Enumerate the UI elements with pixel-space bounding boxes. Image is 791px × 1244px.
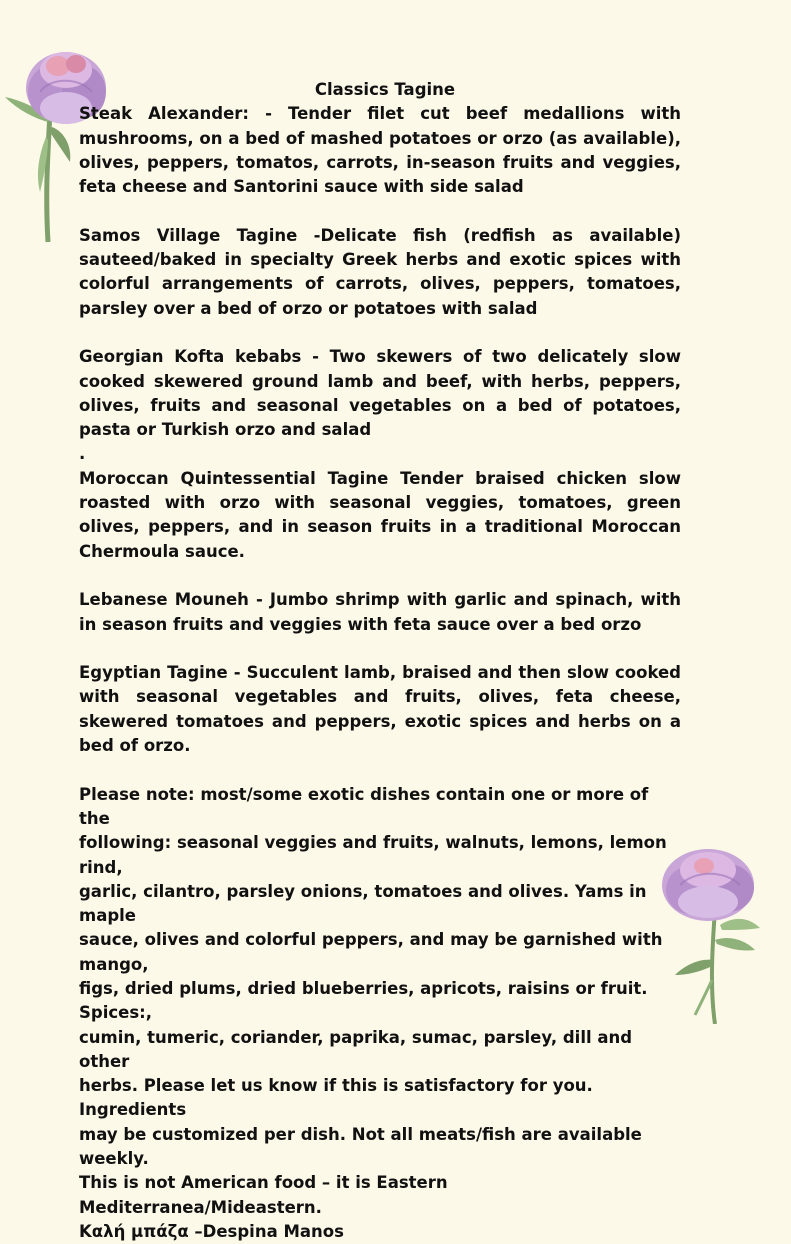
spacer bbox=[79, 321, 681, 345]
note-line: figs, dried plums, dried blueberries, apricots, raisins or fruit. Spices:, bbox=[79, 978, 648, 1023]
dish-egyptian-tagine: Egyptian Tagine - Succulent lamb, braised and then slow cooked with seasonal vegetables and fruits, olives, feta cheese, skewered tomatoes and peppers, exotic spices and herbs on a bed of orzo. bbox=[79, 663, 681, 756]
note-line: following: seasonal veggies and fruits, walnuts, lemons, lemon rind, bbox=[79, 833, 667, 877]
ingredients-note bbox=[79, 783, 681, 1244]
dish-lebanese-mouneh: Lebanese Mouneh - Jumbo shrimp with garlic and spinach, with in season fruits and veggies with feta sauce over a bed orzo bbox=[79, 590, 681, 634]
dish-samos-village-tagine: Samos Village Tagine -Delicate fish (redfish as available) sauteed/baked in specialty Greek herbs and exotic spices with colorful arrangements of carrots, olives, peppers, tomatoes, parsley over a bed of orzo or potatoes with salad bbox=[79, 225, 681, 318]
dish-moroccan-quintessential-tagine: Moroccan Quintessential Tagine Tender braised chicken slow roasted with orzo with seasonal veggies, tomatoes, green olives, peppers, and in season fruits in a traditional Moroccan Chermoula sauce. bbox=[79, 468, 681, 561]
dish-steak-alexander: Steak Alexander: - Tender filet cut beef medallions with mushrooms, on a bed of mashed potatoes or orzo (as available), olives, peppers, tomatos, carrots, in-season fruits and veggies, feta cheese and Santorini sauce with side salad bbox=[79, 104, 681, 197]
separator-dot: . bbox=[79, 444, 86, 464]
note-line: garlic, cilantro, parsley onions, tomatoes and olives. Yams in maple bbox=[79, 881, 647, 926]
note-line: Please note: most/some exotic dishes contain one or more of the bbox=[79, 784, 649, 828]
spacer bbox=[79, 758, 681, 782]
spacer bbox=[79, 199, 681, 223]
note-line: sauce, olives and colorful peppers, and may be garnished with mango, bbox=[79, 930, 663, 974]
note-line: cumin, tumeric, coriander, paprika, sumac, parsley, dill and other bbox=[79, 1027, 633, 1071]
page-title: Classics Tagine bbox=[314, 80, 456, 99]
note-line: herbs. Please let us know if this is satisfactory for you. Ingredients bbox=[79, 1076, 593, 1120]
spacer bbox=[79, 564, 681, 588]
peony-flower-bottom-right-illustration bbox=[660, 840, 785, 1024]
note-line: may be customized per dish. Not all meats/fish are available weekly. bbox=[79, 1124, 642, 1169]
dish-georgian-kofta-kebabs: Georgian Kofta kebabs - Two skewers of two delicately slow cooked skewered ground lamb and beef, with herbs, peppers, olives, fruits and seasonal vegetables on a bed of potatoes, pasta or Turkish orzo and salad bbox=[79, 347, 681, 440]
note-line: This is not American food – it is Eastern Mediterranea/Mideastern. bbox=[79, 1173, 448, 1217]
menu-page bbox=[79, 78, 681, 1244]
spacer bbox=[79, 637, 681, 661]
signature-line: Καλή μπάζα –Despina Manos bbox=[79, 1221, 344, 1241]
